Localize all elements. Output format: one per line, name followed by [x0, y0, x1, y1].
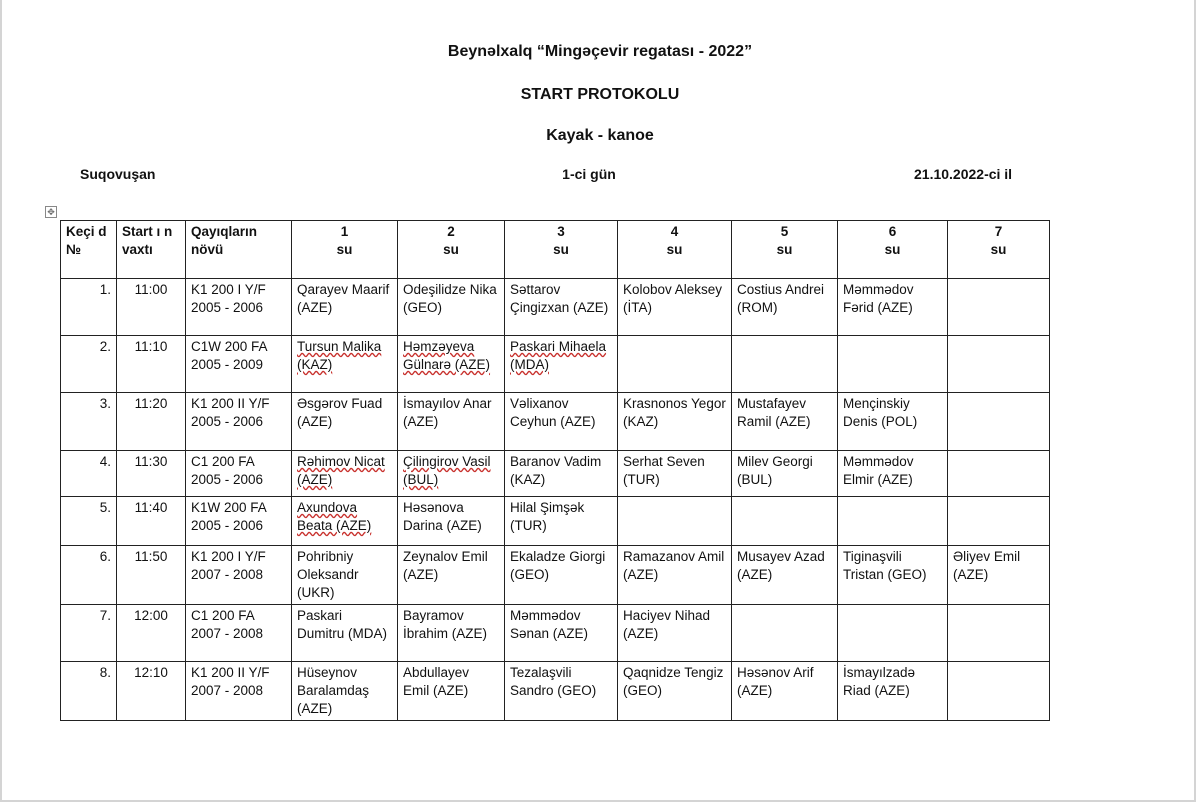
- lane-7-athlete-cell: [948, 497, 1050, 546]
- table-row: [61, 279, 1050, 336]
- lane-2-athlete-cell: Odeşilidze Nika (GEO): [398, 279, 505, 336]
- start-time-cell: 11:00: [117, 279, 186, 336]
- col-header-lane-4: 4 su: [618, 221, 732, 279]
- lane-3-athlete-cell: Səttarov Çingizxan (AZE): [505, 279, 618, 336]
- start-protocol-table: [60, 220, 1050, 721]
- race-number-cell: 2.: [61, 336, 117, 393]
- lane-2-athlete-cell: Çilingirov Vasil (BUL): [398, 451, 505, 497]
- race-number-cell: 1.: [61, 279, 117, 336]
- lane-6-athlete-cell: [838, 336, 948, 393]
- col-header-lane-3: 3 su: [505, 221, 618, 279]
- lane-5-athlete-cell: Milev Georgi (BUL): [732, 451, 838, 497]
- lane-2-athlete-cell: Zeynalov Emil (AZE): [398, 546, 505, 605]
- col-header-lane-7: 7 su: [948, 221, 1050, 279]
- race-number-cell: 3.: [61, 393, 117, 451]
- start-time-cell: 11:40: [117, 497, 186, 546]
- lane-5-athlete-cell: Musayev Azad (AZE): [732, 546, 838, 605]
- start-time-cell: 11:10: [117, 336, 186, 393]
- boat-type-cell: K1 200 II Y/F 2007 - 2008: [186, 662, 292, 721]
- lane-3-athlete-cell: Baranov Vadim (KAZ): [505, 451, 618, 497]
- boat-type-cell: K1W 200 FA 2005 - 2006: [186, 497, 292, 546]
- lane-5-athlete-cell: Mustafayev Ramil (AZE): [732, 393, 838, 451]
- lane-2-athlete-cell: İsmayılov Anar (AZE): [398, 393, 505, 451]
- lane-1-athlete-cell: Rəhimov Nicat (AZE): [292, 451, 398, 497]
- col-header-race: Keçi d №: [61, 221, 117, 279]
- lane-5-athlete-cell: [732, 336, 838, 393]
- lane-7-athlete-cell: Əliyev Emil (AZE): [948, 546, 1050, 605]
- lane-4-athlete-cell: [618, 336, 732, 393]
- lane-7-athlete-cell: [948, 336, 1050, 393]
- lane-2-athlete-cell: Abdullayev Emil (AZE): [398, 662, 505, 721]
- race-number-cell: 4.: [61, 451, 117, 497]
- lane-1-athlete-cell: Pohribniy Oleksandr (UKR): [292, 546, 398, 605]
- table-row: [61, 336, 1050, 393]
- document-subtitle: START PROTOKOLU: [520, 86, 680, 103]
- discipline-heading: Kayak - kanoe: [546, 127, 654, 144]
- start-time-cell: 11:50: [117, 546, 186, 605]
- col-header-lane-6: 6 su: [838, 221, 948, 279]
- lane-6-athlete-cell: Mençinskiy Denis (POL): [838, 393, 948, 451]
- table-move-handle-icon[interactable]: ✥: [45, 206, 57, 218]
- lane-7-athlete-cell: [948, 451, 1050, 497]
- lane-5-athlete-cell: [732, 605, 838, 662]
- boat-type-cell: C1W 200 FA 2005 - 2009: [186, 336, 292, 393]
- race-number-cell: 6.: [61, 546, 117, 605]
- lane-7-athlete-cell: [948, 279, 1050, 336]
- lane-2-athlete-cell: Bayramov İbrahim (AZE): [398, 605, 505, 662]
- lane-3-athlete-cell: Məmmədov Sənan (AZE): [505, 605, 618, 662]
- boat-type-cell: K1 200 I Y/F 2005 - 2006: [186, 279, 292, 336]
- start-time-cell: 11:20: [117, 393, 186, 451]
- lane-3-athlete-cell: Ekaladze Giorgi (GEO): [505, 546, 618, 605]
- lane-5-athlete-cell: Costius Andrei (ROM): [732, 279, 838, 336]
- race-number-cell: 7.: [61, 605, 117, 662]
- lane-4-athlete-cell: Ramazanov Amil (AZE): [618, 546, 732, 605]
- table-row: [61, 497, 1050, 546]
- col-header-lane-1: 1 su: [292, 221, 398, 279]
- boat-type-cell: K1 200 II Y/F 2005 - 2006: [186, 393, 292, 451]
- start-time-cell: 12:00: [117, 605, 186, 662]
- lane-4-athlete-cell: Qaqnidze Tengiz (GEO): [618, 662, 732, 721]
- lane-4-athlete-cell: Kolobov Aleksey (İTA): [618, 279, 732, 336]
- col-header-boat-type: Qayıqların növü: [186, 221, 292, 279]
- venue-label: Suqovuşan: [80, 166, 156, 182]
- table-row: [61, 451, 1050, 497]
- lane-4-athlete-cell: [618, 497, 732, 546]
- lane-3-athlete-cell: Paskari Mihaela (MDA): [505, 336, 618, 393]
- lane-1-athlete-cell: Əsgərov Fuad (AZE): [292, 393, 398, 451]
- date-label: 21.10.2022-ci il: [914, 166, 1013, 182]
- lane-6-athlete-cell: [838, 497, 948, 546]
- lane-3-athlete-cell: Vəlixanov Ceyhun (AZE): [505, 393, 618, 451]
- race-number-cell: 8.: [61, 662, 117, 721]
- lane-7-athlete-cell: [948, 393, 1050, 451]
- lane-1-athlete-cell: Paskari Dumitru (MDA): [292, 605, 398, 662]
- lane-6-athlete-cell: [838, 605, 948, 662]
- col-header-lane-5: 5 su: [732, 221, 838, 279]
- boat-type-cell: C1 200 FA 2005 - 2006: [186, 451, 292, 497]
- start-time-cell: 11:30: [117, 451, 186, 497]
- lane-6-athlete-cell: Məmmədov Fərid (AZE): [838, 279, 948, 336]
- lane-4-athlete-cell: Serhat Seven (TUR): [618, 451, 732, 497]
- lane-5-athlete-cell: Həsənov Arif (AZE): [732, 662, 838, 721]
- table-row: [61, 662, 1050, 721]
- lane-6-athlete-cell: Tiginaşvili Tristan (GEO): [838, 546, 948, 605]
- boat-type-cell: C1 200 FA 2007 - 2008: [186, 605, 292, 662]
- lane-4-athlete-cell: Krasnonos Yegor (KAZ): [618, 393, 732, 451]
- lane-6-athlete-cell: Məmmədov Elmir (AZE): [838, 451, 948, 497]
- lane-2-athlete-cell: Həmzəyeva Gülnarə (AZE): [398, 336, 505, 393]
- lane-3-athlete-cell: Hilal Şimşək (TUR): [505, 497, 618, 546]
- table-row: [61, 605, 1050, 662]
- race-number-cell: 5.: [61, 497, 117, 546]
- lane-3-athlete-cell: Tezalaşvili Sandro (GEO): [505, 662, 618, 721]
- lane-7-athlete-cell: [948, 605, 1050, 662]
- lane-1-athlete-cell: Qarayev Maarif (AZE): [292, 279, 398, 336]
- lane-4-athlete-cell: Haciyev Nihad (AZE): [618, 605, 732, 662]
- boat-type-cell: K1 200 I Y/F 2007 - 2008: [186, 546, 292, 605]
- lane-1-athlete-cell: Tursun Malika (KAZ): [292, 336, 398, 393]
- lane-6-athlete-cell: İsmayılzadə Riad (AZE): [838, 662, 948, 721]
- lane-7-athlete-cell: [948, 662, 1050, 721]
- day-label: 1-ci gün: [562, 166, 616, 182]
- col-header-start-time: Start ı n vaxtı: [117, 221, 186, 279]
- start-time-cell: 12:10: [117, 662, 186, 721]
- document-title: Beynəlxalq “Mingəçevir regatası - 2022”: [447, 43, 753, 60]
- lane-1-athlete-cell: Hüseynov Baralamdaş (AZE): [292, 662, 398, 721]
- col-header-lane-2: 2 su: [398, 221, 505, 279]
- lane-5-athlete-cell: [732, 497, 838, 546]
- table-row: [61, 546, 1050, 605]
- lane-2-athlete-cell: Həsənova Darina (AZE): [398, 497, 505, 546]
- lane-1-athlete-cell: Axundova Beata (AZE): [292, 497, 398, 546]
- table-row: [61, 393, 1050, 451]
- table-header-row: [61, 221, 1050, 279]
